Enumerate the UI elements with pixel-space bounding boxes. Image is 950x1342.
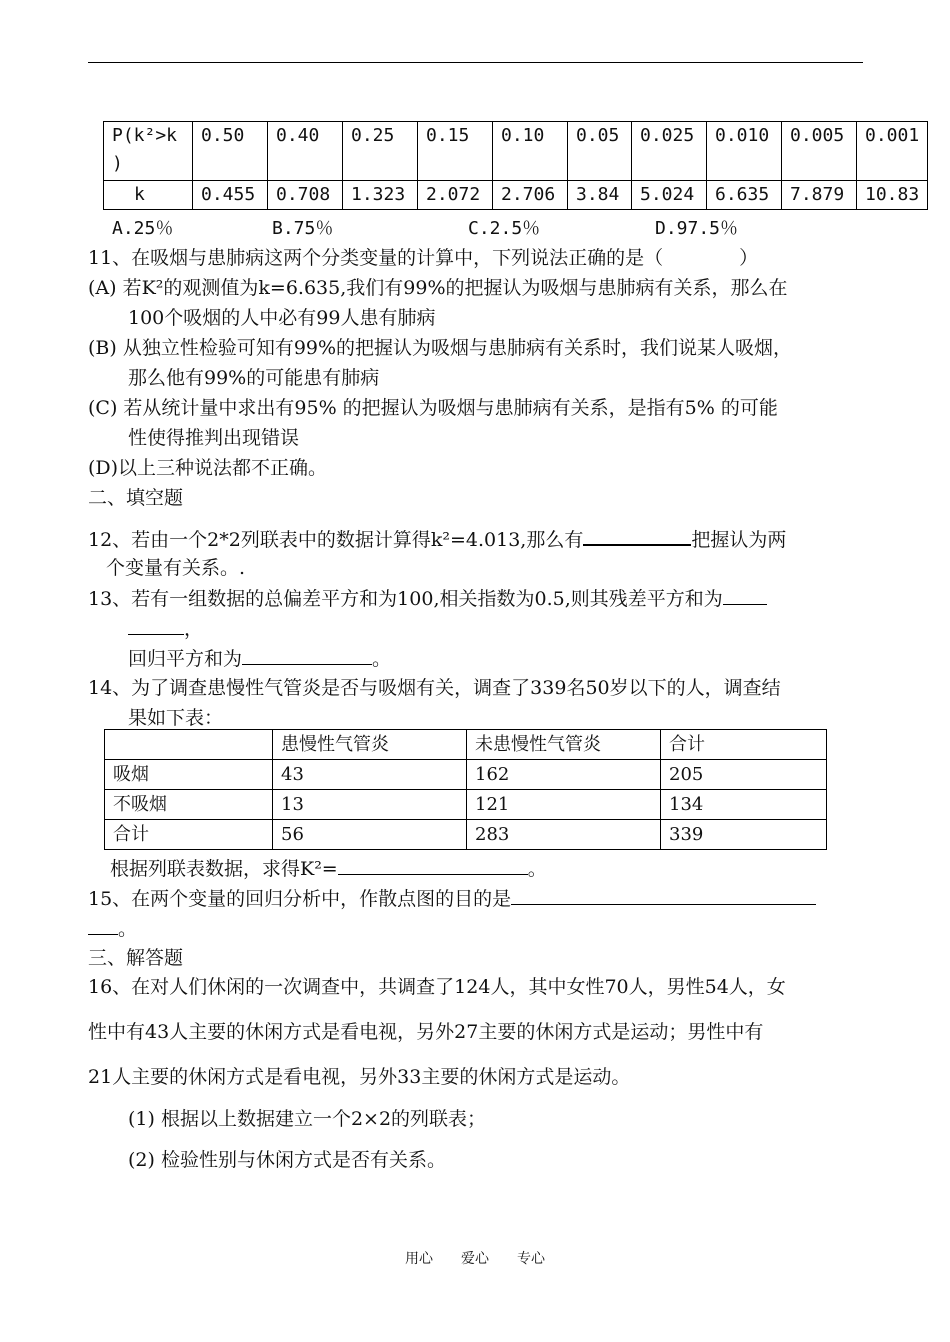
q11-option-d: (D)以上三种说法都不正确。: [88, 457, 328, 479]
q12-text-end: 把握认为两: [691, 529, 787, 551]
option-c: C.2.5％: [468, 218, 541, 239]
option-d: D.97.5％: [655, 218, 739, 239]
q13-comma: ，: [184, 618, 204, 640]
q11-option-b-cont: 那么他有99%的可能患有肺病: [128, 367, 380, 389]
q15-period: 。: [118, 918, 138, 940]
q13-line1: [88, 586, 767, 611]
table-cell: 2.072: [418, 181, 493, 210]
table-cell: 0.25: [343, 122, 418, 181]
table-cell: 0.15: [418, 122, 493, 181]
table-cell: 134: [661, 790, 827, 820]
answer-blank: [583, 526, 691, 546]
q16-line1: 16、在对人们休闲的一次调查中，共调查了124人，其中女性70人，男性54人，女: [88, 976, 786, 998]
q15-text: 15、在两个变量的回归分析中，作散点图的目的是: [88, 888, 512, 910]
q13-text: 回归平方和为: [128, 648, 243, 670]
table-cell: 0.708: [268, 181, 343, 210]
footer-word: 用心: [405, 1251, 433, 1267]
table-row: [105, 820, 827, 850]
critical-value-table: [103, 121, 928, 210]
table-cell: 13: [273, 790, 467, 820]
table-cell: 121: [467, 790, 661, 820]
section-heading-fill: 二、填空题: [88, 487, 184, 509]
q16-line3: 21人主要的休闲方式是看电视，另外33主要的休闲方式是运动。: [88, 1066, 631, 1088]
q12-line2: 个变量有关系。.: [106, 557, 246, 579]
section-heading-solve: 三、解答题: [88, 947, 184, 969]
table-cell: [105, 730, 273, 760]
table-row: [104, 122, 928, 181]
table-row: [104, 181, 928, 210]
q16-part2: (2) 检验性别与休闲方式是否有关系。: [128, 1149, 446, 1171]
table-cell: 2.706: [493, 181, 568, 210]
q12-line1: [88, 526, 786, 552]
table-cell: 1.323: [343, 181, 418, 210]
table-cell: 162: [467, 760, 661, 790]
answer-blank: [242, 646, 372, 665]
footer-word: 专心: [517, 1251, 545, 1267]
table-cell: P(k²>k ): [104, 122, 193, 181]
q11-option-b: (B) 从独立性检验可知有99%的把握认为吸烟与患肺病有关系时，我们说某人吸烟，: [88, 337, 793, 359]
q11-option-a: (A) 若K²的观测值为k=6.635,我们有99%的把握认为吸烟与患肺病有关系，那么在: [88, 277, 788, 299]
table-cell: 339: [661, 820, 827, 850]
table-cell: 10.83: [857, 181, 928, 210]
table-cell: 5.024: [632, 181, 707, 210]
answer-blank: [511, 886, 816, 905]
table-cell: 0.001: [857, 122, 928, 181]
table-cell: 合计: [661, 730, 827, 760]
q13-line3: [128, 646, 391, 671]
table-cell: 205: [661, 760, 827, 790]
q11-option-c-cont: 性使得推判出现错误: [128, 427, 300, 449]
page-footer: [0, 1248, 950, 1268]
table-cell: 未患慢性气管炎: [467, 730, 661, 760]
table-cell: k: [104, 181, 193, 210]
q15-line2: [88, 916, 137, 941]
q13-period: 。: [372, 648, 392, 670]
answer-blank: [723, 586, 767, 605]
q13-text: 13、若有一组数据的总偏差平方和为100,相关指数为0.5,则其残差平方和为: [88, 588, 723, 610]
table-cell: 3.84: [568, 181, 632, 210]
q16-part1: (1) 根据以上数据建立一个2×2的列联表；: [128, 1108, 487, 1130]
table-cell: 7.879: [782, 181, 857, 210]
header-rule: [88, 62, 863, 63]
q13-line2: [128, 616, 203, 641]
table-row: [105, 760, 827, 790]
table-cell: 0.10: [493, 122, 568, 181]
option-a: A.25％: [112, 218, 174, 239]
table-cell: 0.455: [193, 181, 268, 210]
q14-after-text: 根据列联表数据，求得K²=: [110, 858, 338, 880]
q11-stem: 11、在吸烟与患肺病这两个分类变量的计算中，下列说法正确的是（ ）: [88, 247, 759, 269]
table-row: [105, 730, 827, 760]
table-cell: 6.635: [707, 181, 782, 210]
table-cell: 43: [273, 760, 467, 790]
table-cell: 0.025: [632, 122, 707, 181]
table-cell: 不吸烟: [105, 790, 273, 820]
q11-option-c: (C) 若从统计量中求出有95% 的把握认为吸烟与患肺病有关系，是指有5% 的可能: [88, 397, 778, 419]
contingency-table: [104, 729, 827, 850]
table-cell: 吸烟: [105, 760, 273, 790]
table-cell: 0.40: [268, 122, 343, 181]
q14-after: [110, 856, 547, 881]
q12-text: 12、若由一个2*2列联表中的数据计算得k²=4.013,那么有: [88, 529, 584, 551]
table-cell: 0.005: [782, 122, 857, 181]
option-b: B.75％: [272, 218, 334, 239]
answer-blank: [88, 916, 118, 935]
table-cell: 0.010: [707, 122, 782, 181]
q14-period: 。: [527, 858, 547, 880]
table-row: [105, 790, 827, 820]
q16-line2: 性中有43人主要的休闲方式是看电视，另外27主要的休闲方式是运动；男性中有: [88, 1021, 764, 1043]
answer-blank: [128, 616, 184, 635]
table-cell: 56: [273, 820, 467, 850]
answer-blank: [338, 856, 528, 875]
q11-option-a-cont: 100个吸烟的人中必有99人患有肺病: [128, 307, 436, 329]
table-cell: 0.05: [568, 122, 632, 181]
footer-word: 爱心: [461, 1251, 489, 1267]
q15-line1: [88, 886, 816, 911]
table-cell: 283: [467, 820, 661, 850]
table-cell: 患慢性气管炎: [273, 730, 467, 760]
q14-line2: 果如下表：: [128, 707, 224, 729]
table-cell: 合计: [105, 820, 273, 850]
q14-line1: 14、为了调查患慢性气管炎是否与吸烟有关，调查了339名50岁以下的人，调查结: [88, 677, 781, 699]
table-cell: 0.50: [193, 122, 268, 181]
